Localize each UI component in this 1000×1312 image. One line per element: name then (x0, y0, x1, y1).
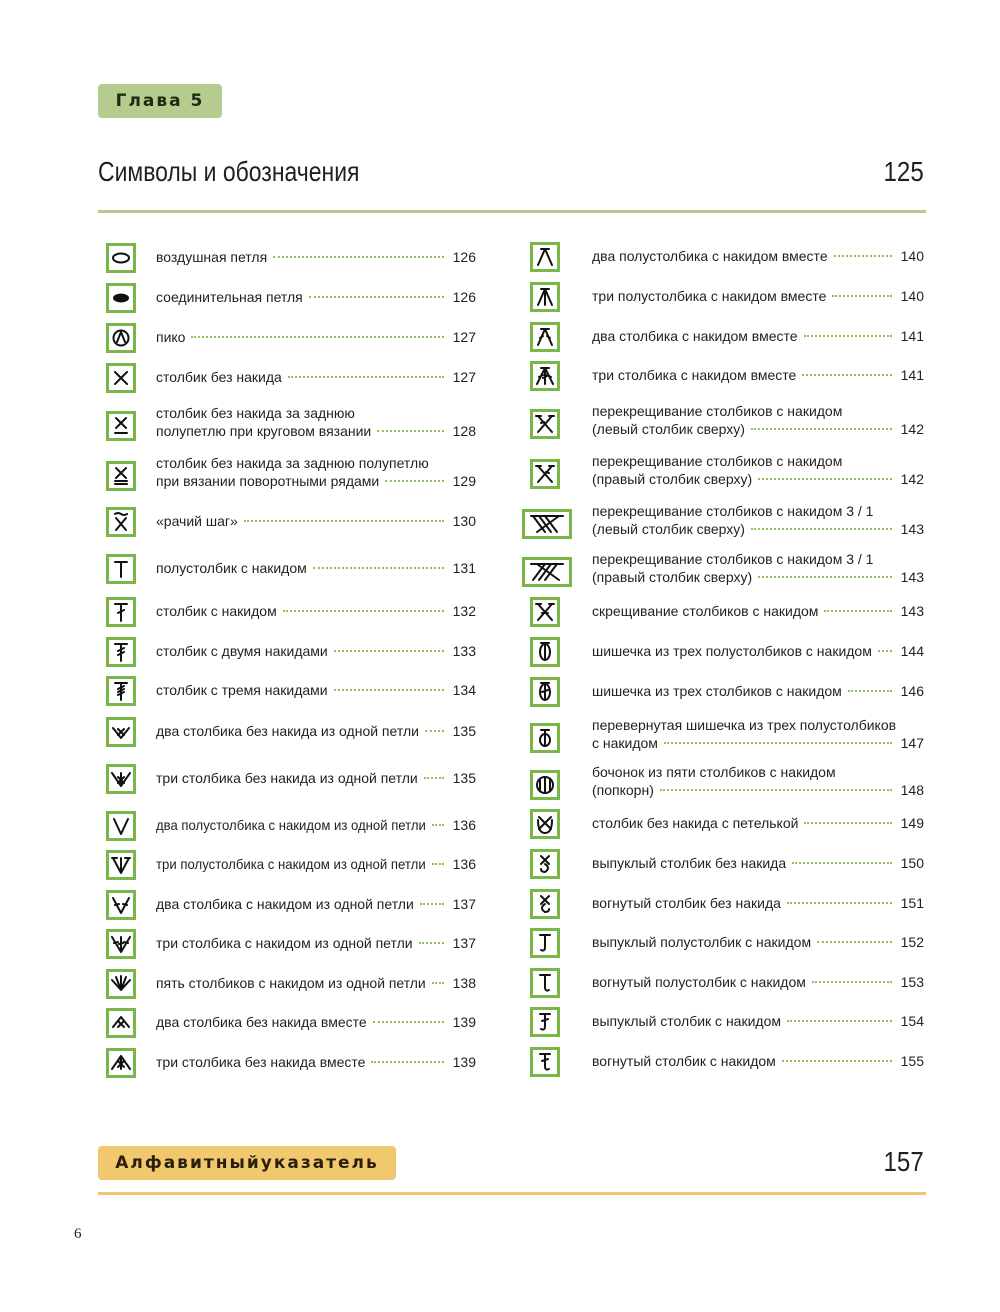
front-post-hdc-icon (530, 928, 560, 958)
toc-entry[interactable] (520, 503, 924, 546)
entry-title: пико (156, 329, 186, 345)
sc-2-together-icon (106, 1008, 136, 1038)
dot-leader (782, 1060, 892, 1062)
toc-entry[interactable] (100, 455, 476, 498)
toc-entry[interactable] (520, 242, 924, 272)
dot-leader (191, 336, 444, 338)
entry-title: «рачий шаг» (156, 513, 238, 529)
dot-leader (792, 862, 892, 864)
toc-entry[interactable] (100, 323, 476, 353)
dot-leader (758, 576, 892, 578)
entry-title: вогнутый полустолбик с накидом (592, 974, 806, 990)
entry-title: вогнутый столбик с накидом (592, 1053, 776, 1069)
entry-title: два столбика без накида вместе (156, 1014, 367, 1030)
page-number: 140 (900, 248, 924, 264)
entry-title: выпуклый столбик с накидом (592, 1013, 781, 1029)
entry-title: полустолбик с накидом (156, 560, 307, 576)
crab-stitch-icon (106, 507, 136, 537)
dot-leader (419, 942, 444, 944)
toc-entry[interactable] (520, 361, 924, 391)
toc-entry[interactable] (100, 850, 476, 880)
page-number: 130 (452, 513, 476, 529)
dot-leader (664, 742, 892, 744)
toc-entry[interactable] (520, 403, 924, 446)
dot-leader (824, 610, 892, 612)
entry-title: три столбика с накидом из одной петли (156, 935, 413, 951)
page-number: 128 (452, 423, 476, 439)
toc-entry[interactable] (100, 890, 476, 920)
chain-stitch-icon (106, 243, 136, 273)
dot-leader (848, 690, 892, 692)
page-number: 147 (900, 735, 924, 751)
entry-title: шишечка из трех столбиков с накидом (592, 683, 842, 699)
sc-back-loop-rows-icon (106, 461, 136, 491)
dot-leader (432, 824, 444, 826)
entry-title: полупетлю при круговом вязании (156, 423, 372, 439)
treble-crochet-icon (106, 637, 136, 667)
page-number: 142 (900, 421, 924, 437)
toc-entry[interactable] (100, 554, 476, 584)
folio: 6 (74, 1226, 82, 1242)
sc-back-loop-round-icon (106, 411, 136, 441)
picot-icon (106, 323, 136, 353)
entry-title: два столбика без накида из одной петли (156, 723, 419, 739)
entry-title: (правый столбик сверху) (592, 569, 753, 585)
page-number: 139 (452, 1054, 476, 1070)
toc-entry[interactable] (100, 929, 476, 959)
toc-entry[interactable] (520, 637, 924, 667)
dot-leader (432, 863, 444, 865)
dot-leader (334, 689, 444, 691)
toc-entry[interactable] (520, 322, 924, 352)
crossing-dc-icon (530, 597, 560, 627)
toc-entry[interactable] (100, 637, 476, 667)
hdc-bobble-icon (530, 637, 560, 667)
slip-stitch-icon (106, 283, 136, 313)
dot-leader (420, 903, 444, 905)
hdc-2-together-icon (530, 242, 560, 272)
dot-leader (804, 335, 892, 337)
page-number: 148 (900, 782, 924, 798)
dot-leader (273, 256, 444, 258)
entry-title: бочонок из пяти столбиков с накидом (592, 764, 836, 780)
chapter-label: Глава 5 (98, 84, 222, 118)
toc-entry[interactable] (520, 849, 924, 879)
page-number: 134 (452, 682, 476, 698)
page-number: 135 (452, 770, 476, 786)
toc-entry[interactable] (520, 889, 924, 919)
page-number: 143 (900, 603, 924, 619)
page-number: 142 (900, 471, 924, 487)
entry-title: соединительная петля (156, 289, 303, 305)
dot-leader (817, 941, 892, 943)
toc-entry[interactable] (100, 507, 476, 537)
toc-entry[interactable] (100, 676, 476, 706)
entry-title: три столбика без накида вместе (156, 1054, 366, 1070)
sc-3-increase-icon (106, 764, 136, 794)
toc-entry[interactable] (100, 811, 476, 841)
entry-title: пять столбиков с накидом из одной петли (156, 975, 426, 991)
dot-leader (832, 295, 892, 297)
dot-leader (812, 981, 892, 983)
sc-3-together-icon (106, 1048, 136, 1078)
page-number: 133 (452, 643, 476, 659)
dot-leader (802, 374, 892, 376)
dc-3-increase-icon (106, 929, 136, 959)
toc-entry[interactable] (520, 809, 924, 839)
entry-title: три полустолбика с накидом вместе (592, 288, 827, 304)
sc-2-increase-icon (106, 717, 136, 747)
index-page-number: 157 (883, 1146, 924, 1177)
toc-entry[interactable] (520, 968, 924, 998)
shell-5-icon (106, 969, 136, 999)
hdc-2-increase-icon (106, 811, 136, 841)
page-number: 136 (452, 817, 476, 833)
section-page-number: 125 (883, 156, 924, 187)
toc-entry[interactable] (520, 282, 924, 312)
dot-leader (751, 428, 892, 430)
entry-title: два столбика с накидом вместе (592, 328, 798, 344)
dot-leader (878, 650, 892, 652)
toc-entry[interactable] (520, 677, 924, 707)
page-number: 131 (452, 560, 476, 576)
toc-entry[interactable] (520, 551, 924, 594)
page-number: 141 (900, 328, 924, 344)
entry-title: столбик без накида (156, 369, 282, 385)
crossed-dc-3-1-left-icon (522, 509, 572, 539)
dot-leader (751, 528, 892, 530)
page-number: 137 (452, 896, 476, 912)
entry-title: (левый столбик сверху) (592, 421, 745, 437)
toc-entry[interactable] (100, 597, 476, 627)
page-number: 129 (452, 473, 476, 489)
loop-stitch-icon (530, 809, 560, 839)
page-number: 137 (452, 935, 476, 951)
entry-title: два столбика с накидом из одной петли (156, 896, 414, 912)
entry-title: воздушная петля (156, 249, 268, 265)
dot-leader (371, 1061, 444, 1063)
toc-entry[interactable] (100, 717, 476, 747)
page-number: 154 (900, 1013, 924, 1029)
entry-title: столбик без накида за заднюю (156, 405, 355, 421)
divider (98, 1192, 926, 1195)
page-number: 152 (900, 934, 924, 950)
toc-entry[interactable] (520, 1007, 924, 1037)
page-number: 139 (452, 1014, 476, 1030)
back-post-dc-icon (530, 1047, 560, 1077)
page-number: 135 (452, 723, 476, 739)
dc-bobble-icon (530, 677, 560, 707)
popcorn-icon (530, 770, 560, 800)
entry-title: два полустолбика с накидом вместе (592, 248, 828, 264)
section-title: Символы и обозначения (98, 156, 360, 187)
toc-entry[interactable] (520, 453, 924, 496)
toc-entry[interactable] (520, 928, 924, 958)
entry-title: (левый столбик сверху) (592, 521, 745, 537)
dot-leader (758, 478, 892, 480)
page-number: 126 (452, 289, 476, 305)
index-label: Алфавитныйуказатель (98, 1146, 396, 1180)
toc-entry[interactable] (100, 764, 476, 794)
dot-leader (432, 982, 444, 984)
page-number: 150 (900, 855, 924, 871)
toc-entry[interactable] (100, 405, 476, 448)
toc-entry[interactable] (100, 1048, 476, 1078)
toc-entry[interactable] (100, 283, 476, 313)
page-number: 132 (452, 603, 476, 619)
divider (98, 210, 926, 213)
dot-leader (283, 610, 444, 612)
toc-entry[interactable] (520, 717, 924, 760)
entry-title: перекрещивание столбиков с накидом (592, 403, 843, 419)
crossed-dc-left-icon (530, 409, 560, 439)
entry-title: столбик без накида за заднюю полупетлю (156, 455, 429, 471)
dc-3-together-icon (530, 361, 560, 391)
front-post-dc-icon (530, 1007, 560, 1037)
entry-title: шишечка из трех полустолбиков с накидом (592, 643, 872, 659)
page-number: 155 (900, 1053, 924, 1069)
back-post-sc-icon (530, 889, 560, 919)
double-crochet-icon (106, 597, 136, 627)
back-post-hdc-icon (530, 968, 560, 998)
entry-title: перевернутая шишечка из трех полустолбиков (592, 717, 897, 733)
entry-title: с накидом (592, 735, 658, 751)
entry-title: столбик с двумя накидами (156, 643, 328, 659)
entry-title: столбик с накидом (156, 603, 277, 619)
dot-leader (309, 296, 444, 298)
entry-title: (правый столбик сверху) (592, 471, 753, 487)
page-number: 127 (452, 329, 476, 345)
dot-leader (834, 255, 892, 257)
entry-title: вогнутый столбик без накида (592, 895, 781, 911)
entry-title: три полустолбика с накидом из одной петли (156, 856, 426, 872)
toc-entry[interactable] (100, 969, 476, 999)
entry-title: перекрещивание столбиков с накидом 3 / 1 (592, 503, 874, 519)
toc-entry[interactable] (100, 363, 476, 393)
entry-title: при вязании поворотными рядами (156, 473, 380, 489)
entry-title: скрещивание столбиков с накидом (592, 603, 819, 619)
crossed-dc-right-icon (530, 459, 560, 489)
entry-title: перекрещивание столбиков с накидом 3 / 1 (592, 551, 874, 567)
page-number: 127 (452, 369, 476, 385)
dc-2-together-icon (530, 322, 560, 352)
toc-entry[interactable] (520, 764, 924, 807)
dot-leader (787, 1020, 892, 1022)
half-double-crochet-icon (106, 554, 136, 584)
dot-leader (385, 480, 444, 482)
toc-entry[interactable] (520, 597, 924, 627)
dot-leader (313, 567, 444, 569)
page-number: 146 (900, 683, 924, 699)
dot-leader (804, 822, 892, 824)
front-post-sc-icon (530, 849, 560, 879)
single-crochet-icon (106, 363, 136, 393)
dot-leader (425, 730, 444, 732)
entry-title: выпуклый полустолбик с накидом (592, 934, 812, 950)
entry-title: три столбика без накида из одной петли (156, 770, 418, 786)
page-number: 136 (452, 856, 476, 872)
page-number: 149 (900, 815, 924, 831)
entry-title: столбик без накида с петелькой (592, 815, 799, 831)
entry-title: выпуклый столбик без накида (592, 855, 787, 871)
page-number: 141 (900, 367, 924, 383)
toc-entry[interactable] (520, 1047, 924, 1077)
page-number: 151 (900, 895, 924, 911)
dot-leader (334, 650, 444, 652)
dot-leader (660, 789, 892, 791)
entry-title: столбик с тремя накидами (156, 682, 328, 698)
dot-leader (373, 1021, 444, 1023)
page-number: 138 (452, 975, 476, 991)
page-number: 140 (900, 288, 924, 304)
inverted-bobble-icon (530, 723, 560, 753)
dot-leader (377, 430, 444, 432)
entry-title: два полустолбика с накидом из одной петли (156, 817, 426, 833)
page-number: 126 (452, 249, 476, 265)
toc-entry[interactable] (100, 1008, 476, 1038)
dc-2-increase-icon (106, 890, 136, 920)
page-number: 143 (900, 569, 924, 585)
dot-leader (424, 777, 444, 779)
dot-leader (787, 902, 892, 904)
toc-entry[interactable] (100, 243, 476, 273)
double-treble-icon (106, 676, 136, 706)
entry-title: перекрещивание столбиков с накидом (592, 453, 843, 469)
dot-leader (288, 376, 444, 378)
entry-title: (попкорн) (592, 782, 654, 798)
crossed-dc-3-1-right-icon (522, 557, 572, 587)
dot-leader (244, 520, 444, 522)
page-number: 144 (900, 643, 924, 659)
page-number: 143 (900, 521, 924, 537)
entry-title: три столбика с накидом вместе (592, 367, 797, 383)
page-number: 153 (900, 974, 924, 990)
hdc-3-together-icon (530, 282, 560, 312)
hdc-3-increase-icon (106, 850, 136, 880)
